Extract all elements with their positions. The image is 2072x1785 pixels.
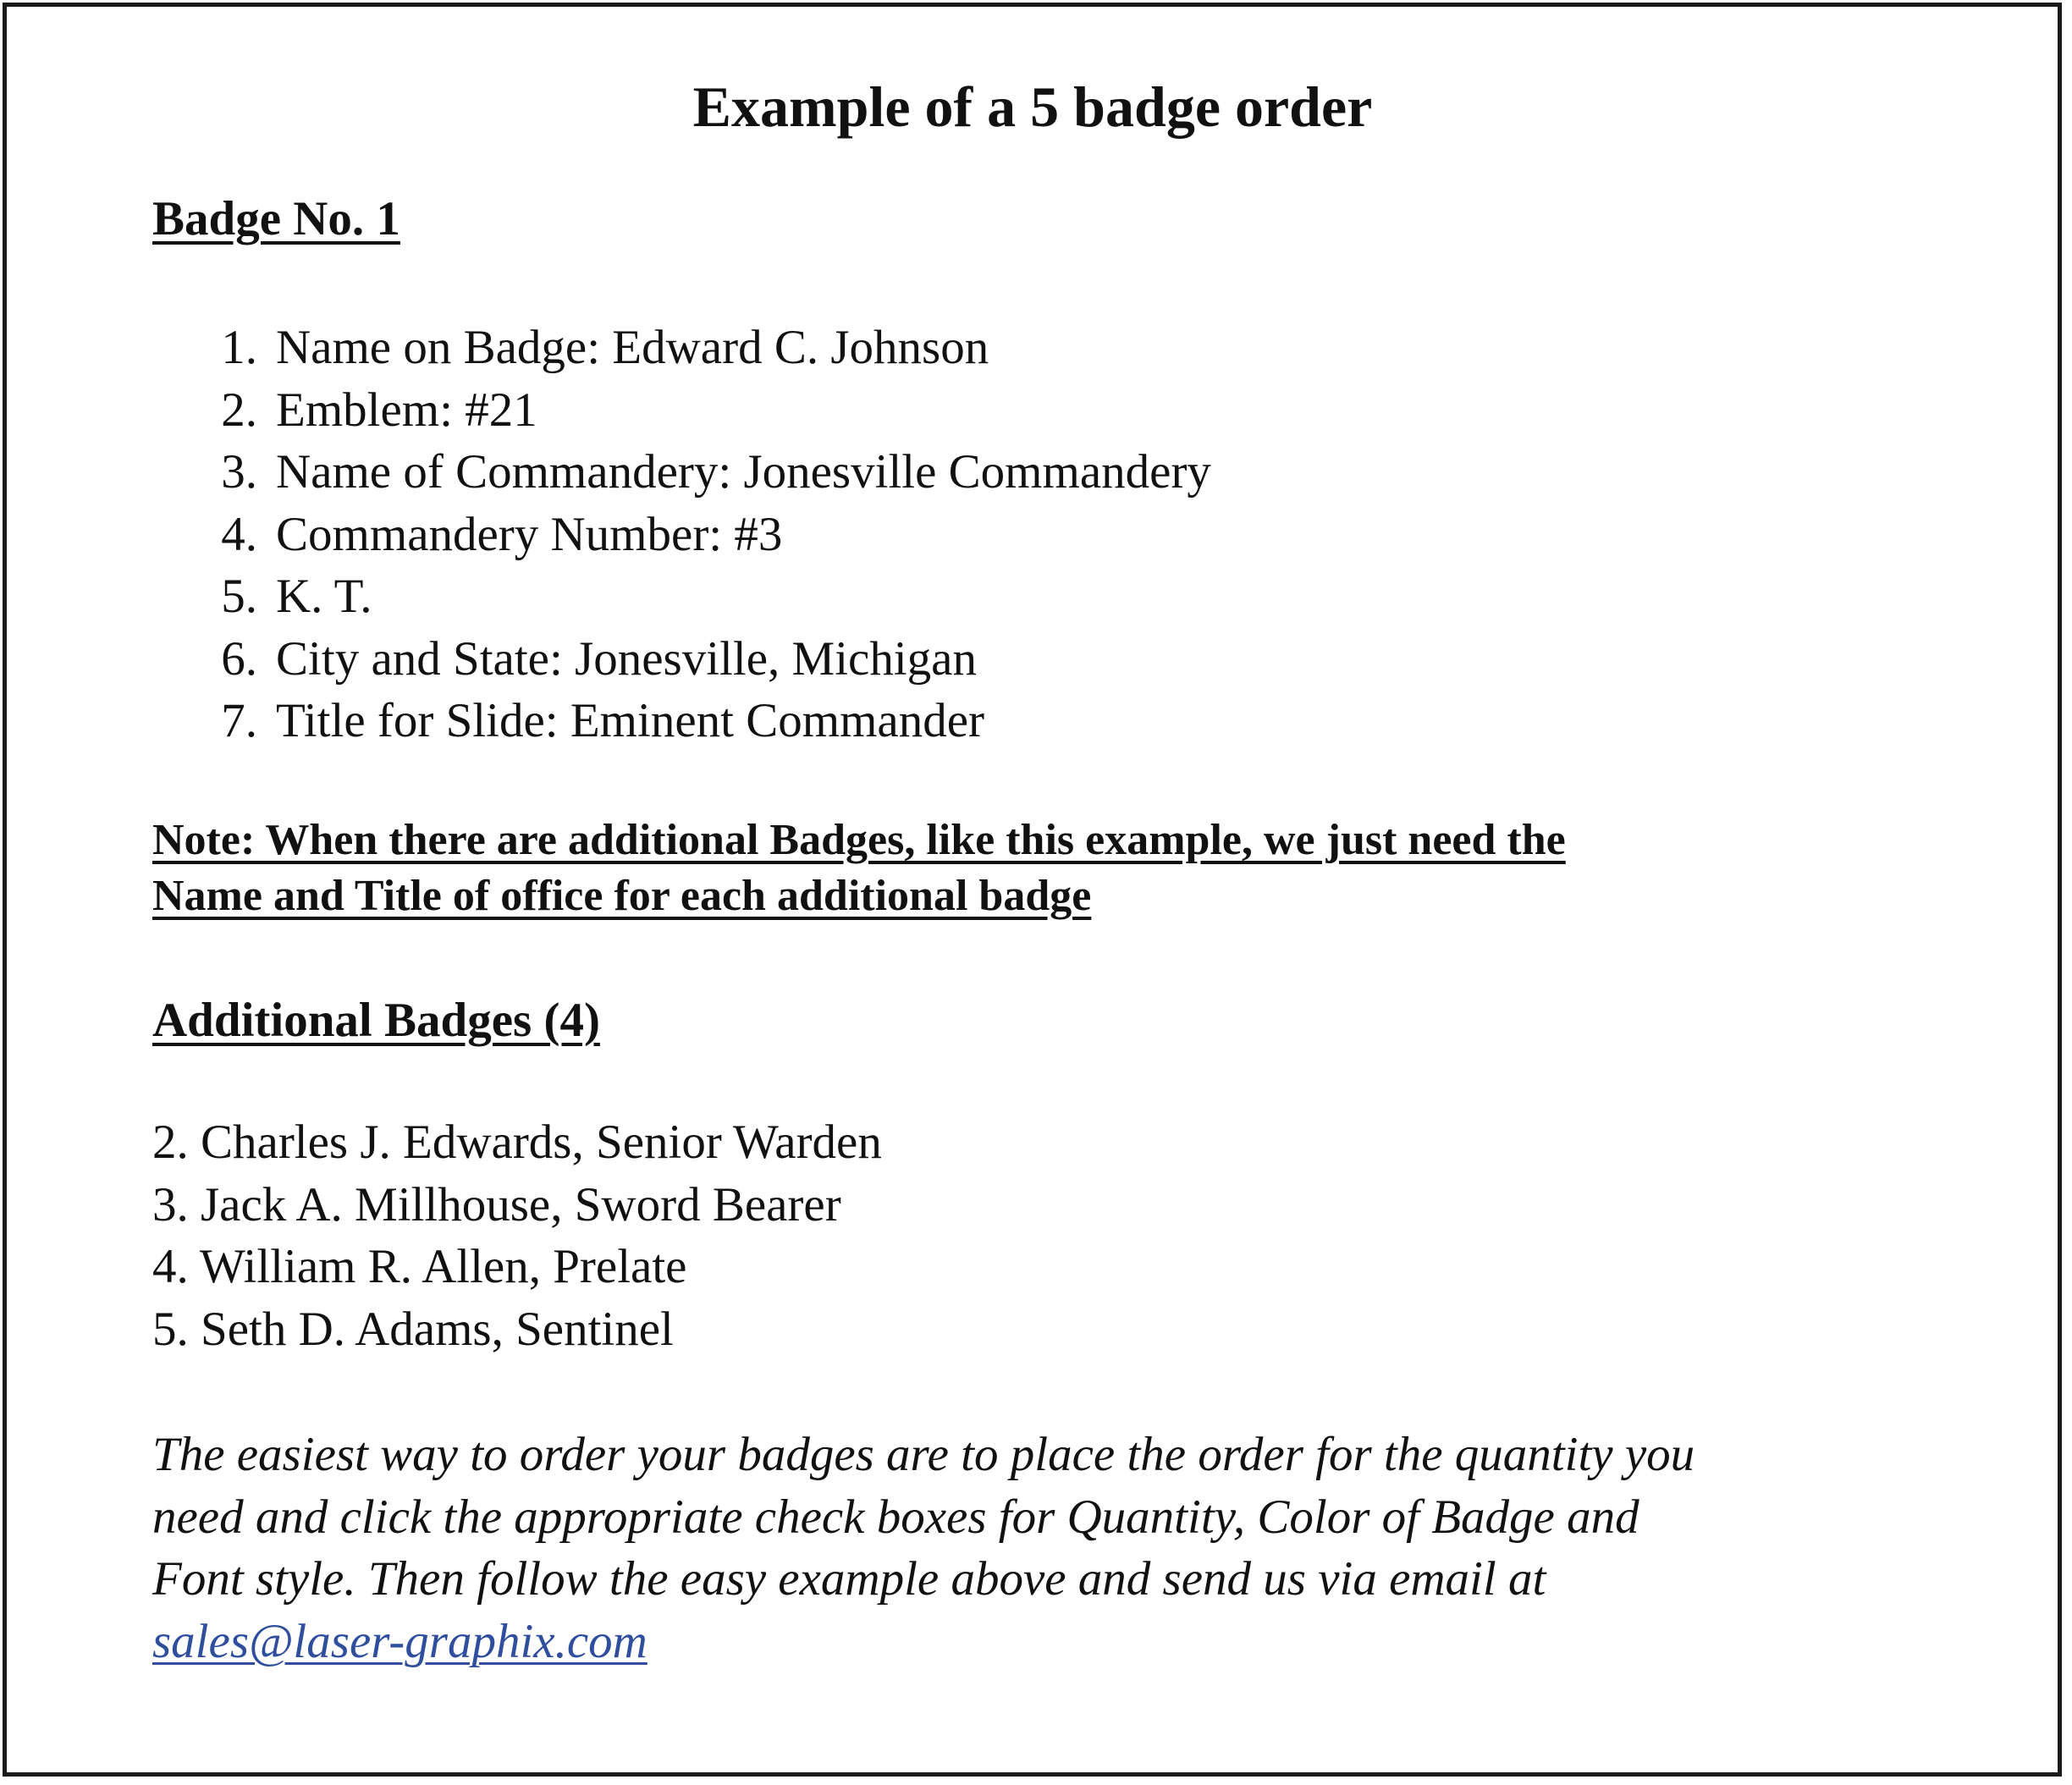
note-line: Note: When there are additional Badges, like this example, we just need the — [152, 816, 1566, 864]
ordering-instructions — [152, 1424, 1938, 1672]
list-item: 2. Emblem: #21 — [221, 383, 537, 437]
list-item: 5. K. T. — [221, 570, 372, 623]
list-item: 4. William R. Allen, Prelate — [152, 1240, 687, 1293]
note-line: Name and Title of office for each additional badge — [152, 872, 1092, 920]
badge-1-details-list — [152, 317, 1211, 752]
instruction-line: The easiest way to order your badges are to place the order for the quantity you — [152, 1428, 1695, 1481]
sales-email-link[interactable]: sales@laser-graphix.com — [152, 1614, 648, 1668]
page-title: Example of a 5 badge order — [692, 74, 1373, 139]
list-item: 7. Title for Slide: Eminent Commander — [221, 694, 984, 747]
list-item: 4. Commandery Number: #3 — [221, 507, 783, 561]
list-item: 3. Name of Commandery: Jonesville Commandery — [221, 445, 1211, 499]
instruction-line: need and click the appropriate check boxes for Quantity, Color of Badge and — [152, 1490, 1639, 1544]
badge-1-heading: Badge No. 1 — [152, 192, 400, 245]
additional-badges-note — [152, 813, 1913, 924]
list-item: 6. City and State: Jonesville, Michigan — [221, 631, 977, 686]
list-item: 1. Name on Badge: Edward C. Johnson — [221, 321, 989, 374]
additional-badges-heading: Additional Badges (4) — [152, 994, 600, 1047]
list-item: 5. Seth D. Adams, Sentinel — [152, 1302, 674, 1356]
instruction-line: Font style. Then follow the easy example above and send us via email at — [152, 1552, 1546, 1606]
list-item: 3. Jack A. Millhouse, Sword Bearer — [152, 1177, 841, 1231]
list-item: 2. Charles J. Edwards, Senior Warden — [152, 1116, 882, 1169]
additional-badges-list — [152, 1111, 882, 1360]
